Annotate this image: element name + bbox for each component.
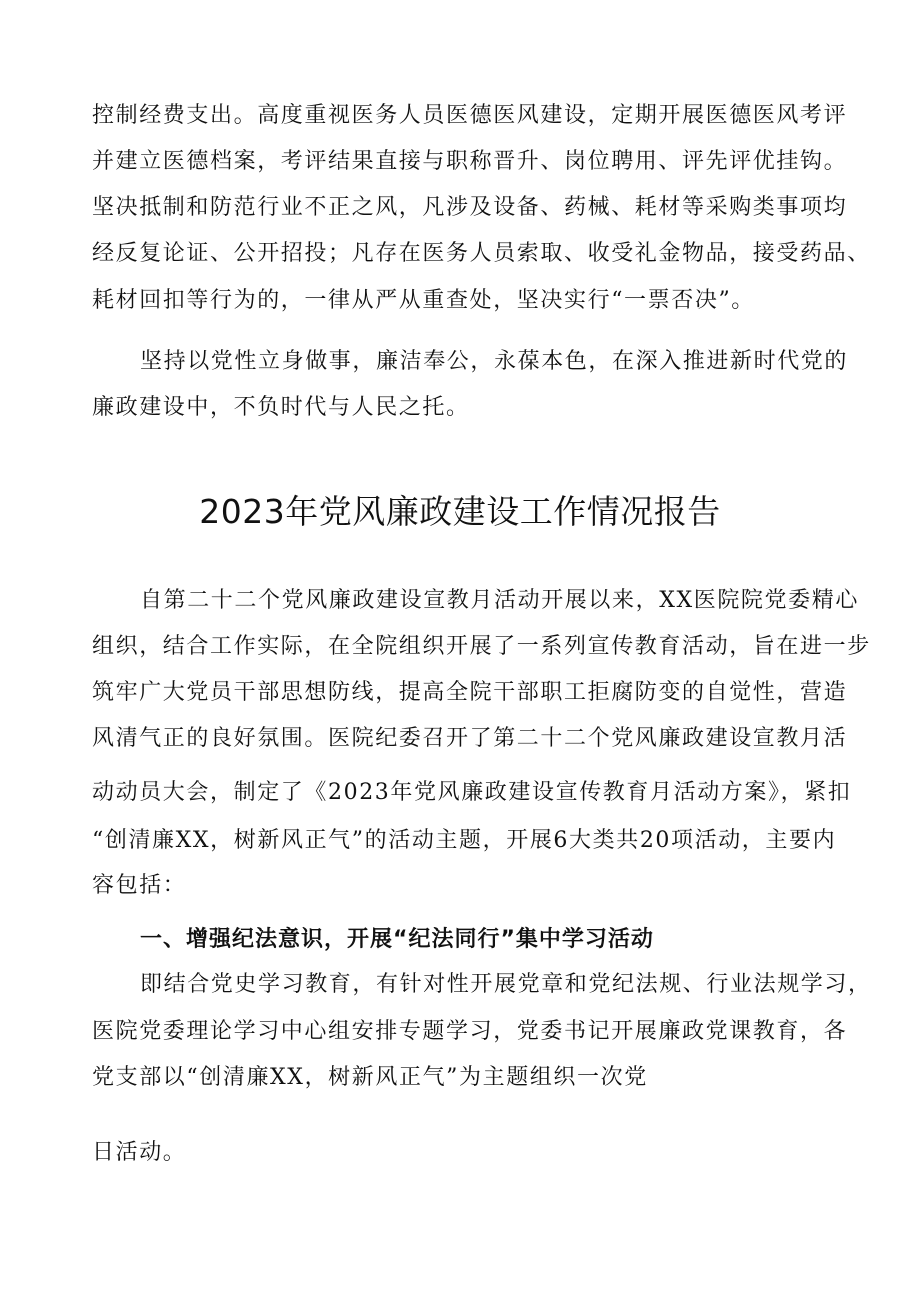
text-line: 动动员大会，制定了《2023年党风廉政建设宣传教育月活动方案》，紧扣	[92, 780, 852, 805]
text-line: 医院党委理论学习中心组安排专题学习，党委书记开展廉政党课教育，各	[92, 1019, 848, 1044]
report-title: 2023年党风廉政建设工作情况报告	[199, 492, 721, 531]
text-line: 容包括：	[92, 873, 187, 898]
text-line: 坚持以党性立身做事，廉洁奉公，永葆本色，在深入推进新时代党的	[140, 349, 849, 374]
text-line: 风清气正的良好氛围。医院纪委召开了第二十二个党风廉政建设宣教月活	[92, 726, 848, 751]
text-line: 耗材回扣等行为的，一律从严从重查处，坚决实行“一票否决”。	[92, 288, 755, 313]
text-line: 控制经费支出。高度重视医务人员医德医风建设，定期开展医德医风考评	[92, 103, 848, 128]
text-line: 党支部以“创清廉XX，树新风正气”为主题组织一次党	[92, 1065, 648, 1090]
text-line: 筑牢广大党员干部思想防线，提高全院干部职工拒腐防变的自觉性，营造	[92, 680, 848, 705]
text-line: 并建立医德档案，考评结果直接与职称晋升、岗位聘用、评先评优挂钩。	[92, 149, 848, 174]
text-line: 廉政建设中，不负时代与人民之托。	[92, 395, 470, 420]
text-line: 经反复论证、公开招投；凡存在医务人员索取、收受礼金物品，接受药品、	[92, 241, 871, 266]
text-line: 坚决抵制和防范行业不正之风，凡涉及设备、药械、耗材等采购类事项均	[92, 195, 848, 220]
text-line: 即结合党史学习教育，有针对性开展党章和党纪法规、行业法规学习，	[140, 972, 872, 997]
text-line: 组织，结合工作实际，在全院组织开展了一系列宣传教育活动，旨在进一步	[92, 634, 871, 659]
text-line: “创清廉XX，树新风正气”的活动主题，开展6大类共20项活动，主要内	[92, 828, 837, 853]
text-line: 日活动。	[92, 1140, 187, 1165]
text-line: 自第二十二个党风廉政建设宣教月活动开展以来，XX医院院党委精心	[140, 588, 859, 613]
section-heading: 一、增强纪法意识，开展“纪法同行”集中学习活动	[140, 927, 654, 952]
